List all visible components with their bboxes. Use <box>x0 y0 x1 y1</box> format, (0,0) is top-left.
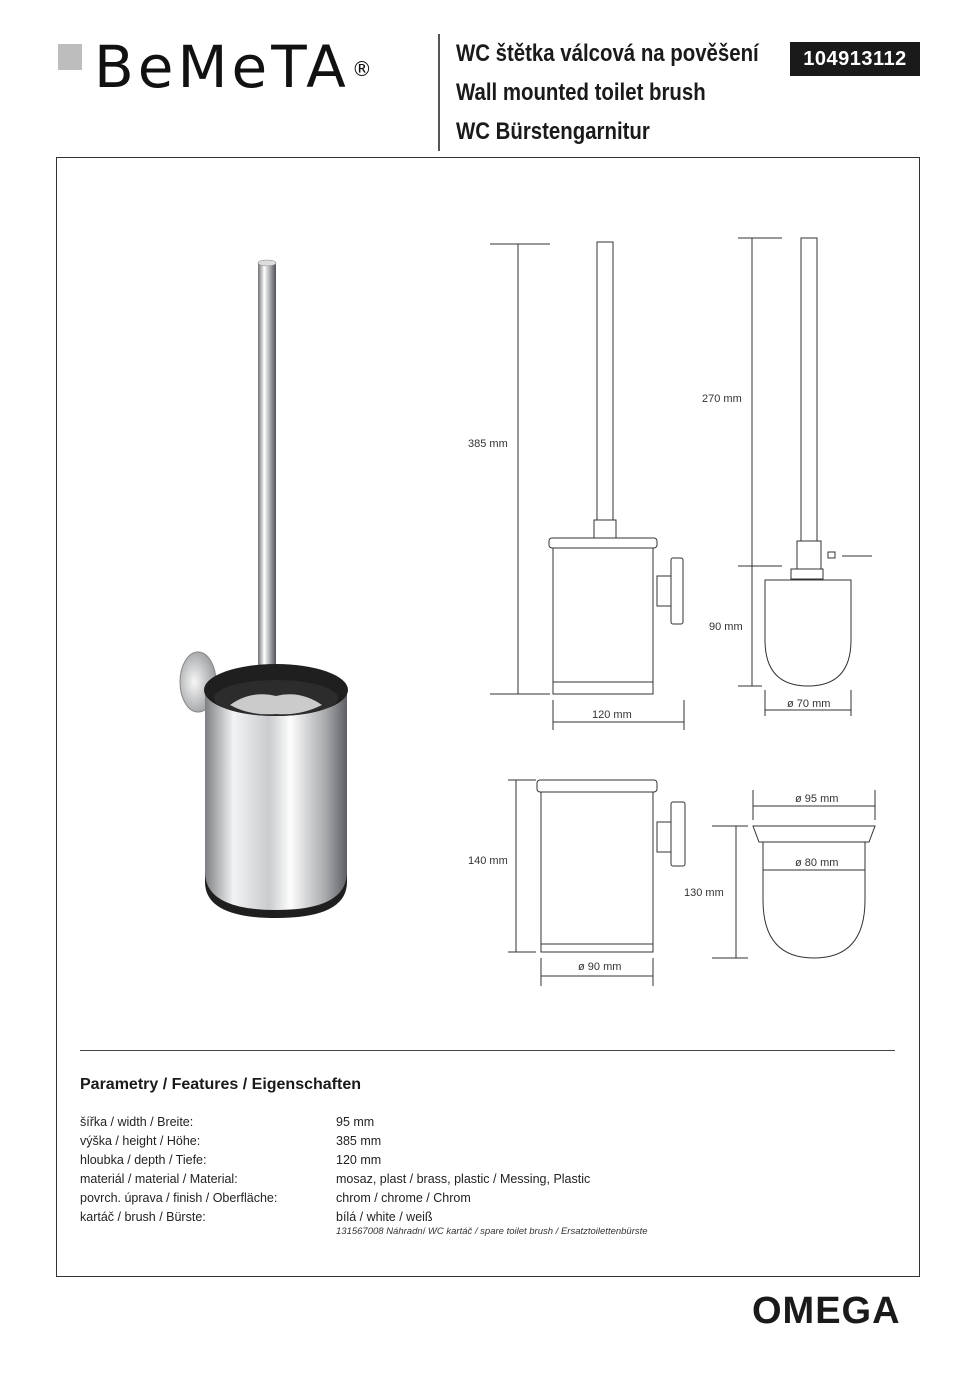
side-view-drawing <box>738 238 872 716</box>
feature-row <box>80 1208 840 1227</box>
registered-mark: ® <box>351 57 376 81</box>
feature-value: chrom / chrome / Chrom <box>336 1191 471 1205</box>
front-view-drawing <box>490 242 684 730</box>
dim-holder-height: 140 mm <box>468 855 508 867</box>
feature-value: 120 mm <box>336 1153 382 1167</box>
feature-row <box>80 1132 840 1151</box>
brand-name: BeMeTA ® <box>94 33 376 101</box>
feature-label: výška / height / Höhe: <box>80 1134 201 1148</box>
series-name: OMEGA <box>752 1290 901 1332</box>
dim-side-stick: 270 mm <box>702 393 742 405</box>
feature-value: 95 mm <box>336 1115 375 1129</box>
spare-part-note: 131567008 Náhradní WC kartáč / spare toilet brush / Ersatztoilettenbürste <box>336 1226 648 1237</box>
feature-row <box>80 1151 840 1170</box>
feature-row <box>80 1170 840 1189</box>
feature-value: bílá / white / weiß <box>336 1210 433 1224</box>
feature-label: povrch. úprava / finish / Oberfläche: <box>80 1191 278 1205</box>
title-german: WC Bürstengarnitur <box>456 118 650 145</box>
dim-holder-diameter: ø 90 mm <box>578 961 622 973</box>
dim-side-diameter: ø 70 mm <box>787 698 831 710</box>
feature-label: kartáč / brush / Bürste: <box>80 1210 206 1224</box>
dim-cup-height: 130 mm <box>684 887 724 899</box>
feature-label: hloubka / depth / Tiefe: <box>80 1153 207 1167</box>
feature-value: 385 mm <box>336 1134 382 1148</box>
feature-row <box>80 1189 840 1208</box>
dim-cup-inner: ø 80 mm <box>795 857 839 869</box>
inner-cup-drawing <box>712 790 875 958</box>
dim-cup-outer: ø 95 mm <box>795 793 839 805</box>
dim-front-height: 385 mm <box>468 438 508 450</box>
feature-value: mosaz, plast / brass, plastic / Messing, Plastic <box>336 1172 591 1186</box>
product-code-badge: 104913112 <box>790 42 920 76</box>
title-czech: WC štětka válcová na pověšení <box>456 40 759 67</box>
dim-side-bowl: 90 mm <box>709 621 743 633</box>
title-english: Wall mounted toilet brush <box>456 79 706 106</box>
dim-front-depth: 120 mm <box>592 709 632 721</box>
feature-row <box>80 1113 840 1132</box>
section-divider <box>80 1050 895 1051</box>
features-heading: Parametry / Features / Eigenschaften <box>80 1076 361 1093</box>
holder-view-drawing <box>508 780 685 986</box>
features-table <box>80 1113 840 1227</box>
feature-label: materiál / material / Material: <box>80 1172 238 1186</box>
feature-label: šířka / width / Breite: <box>80 1115 194 1129</box>
